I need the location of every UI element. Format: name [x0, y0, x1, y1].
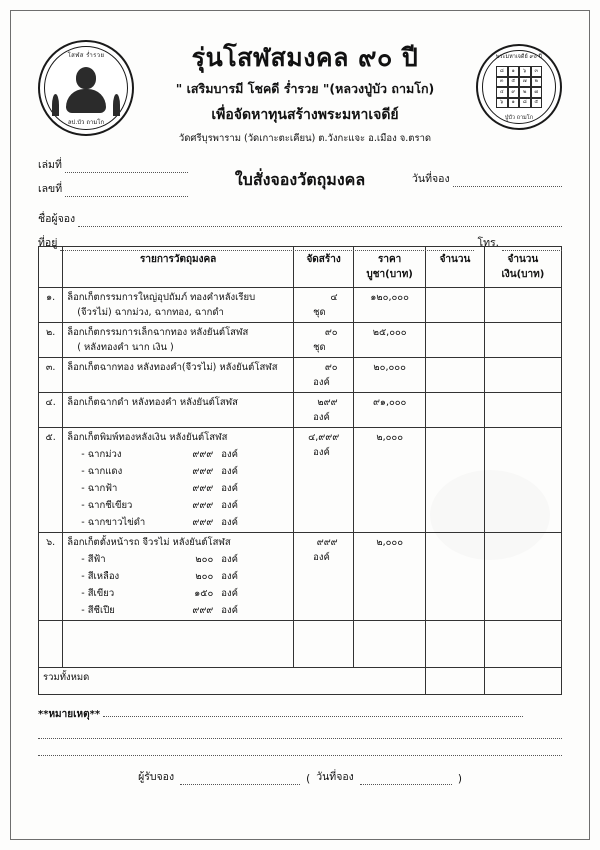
row-description-line1: ล็อกเก็ตกรรมการใหญ่อุปถัมภ์ ทองคำหลังเรียบ: [67, 291, 256, 303]
row-made-qty: ๔: [330, 291, 338, 303]
row-made-qty: ๙๙๙: [316, 536, 338, 548]
spacer-cell-no: [39, 620, 63, 667]
book-no-row: [38, 156, 188, 173]
yantra-cell: ๗: [531, 87, 543, 98]
sub-item-qty: ๙๙๙: [192, 604, 214, 616]
sub-item-qty: ๒๐๐: [195, 553, 214, 565]
row-sub-item: [67, 464, 289, 479]
book-no-input[interactable]: [65, 161, 188, 173]
col-header-amount: จำนวนเงิน(บาท): [484, 246, 561, 287]
yantra-grid: [496, 66, 542, 108]
sub-item-qty: ๙๙๙: [192, 499, 214, 511]
row-description: [63, 287, 294, 322]
row-sub-item: [67, 586, 289, 601]
sub-item-name: - สีชีเปีย: [81, 604, 115, 616]
sub-item-name: - ฉากม่วง: [81, 448, 122, 460]
row-quantity-input[interactable]: [426, 287, 485, 322]
row-made: [294, 392, 354, 427]
sub-item-name: - สีเหลือง: [81, 570, 120, 582]
row-description-line1: ล็อกเก็ตฉากดำ หลังทองคำ หลังยันต์โสฬส: [67, 396, 238, 408]
yantra-cell: ๗: [519, 77, 531, 88]
sub-item-qty: ๙๙๙: [192, 448, 214, 460]
row-made: [294, 322, 354, 357]
row-amount-input[interactable]: [484, 322, 561, 357]
spacer-cell-qty[interactable]: [426, 620, 485, 667]
address-row: [38, 234, 562, 251]
sub-item-unit: องค์: [221, 587, 238, 599]
total-label: รวมทั้งหมด: [39, 667, 426, 694]
row-sub-item: [67, 498, 289, 513]
row-no: ๕.: [39, 427, 63, 532]
notes-input-line3[interactable]: [38, 742, 562, 756]
row-description-line1: ล็อกเก็ตกรรมการเล็กฉากทอง หลังยันต์โสฬส: [67, 326, 249, 338]
row-description-line1: ล็อกเก็ตฉากทอง หลังทองคำ(จีวรไม่) หลังยันต์โสฬส: [67, 361, 278, 373]
row-price: ๑๒๐,๐๐๐: [354, 287, 426, 322]
receiver-signature-input[interactable]: [180, 772, 300, 785]
row-amount-input[interactable]: [484, 357, 561, 392]
doc-no-label: เลขที่: [38, 182, 63, 195]
row-quantity-input[interactable]: [426, 392, 485, 427]
row-no: ๒.: [39, 322, 63, 357]
sub-item-unit: องค์: [221, 499, 238, 511]
row-quantity-input[interactable]: [426, 357, 485, 392]
address-label: ที่อยู่: [38, 236, 58, 249]
yantra-seal-icon: [476, 44, 562, 130]
notes-label: **หมายเหตุ**: [38, 708, 101, 720]
row-made: [294, 287, 354, 322]
footer-date-label: วันที่จอง: [316, 770, 354, 783]
yantra-cell: ๒: [531, 77, 543, 88]
sub-item-qty: ๙๙๙: [192, 482, 214, 494]
sub-item-qty: ๙๙๙: [192, 516, 214, 528]
total-quantity-input[interactable]: [426, 667, 485, 694]
sub-item-unit: องค์: [221, 516, 238, 528]
seal-pillar-left-icon: [52, 94, 59, 116]
subtitle-slogan: " เสริมบารมี โชคดี ร่ำรวย "(หลวงปู่บัว ถามโก): [175, 80, 435, 96]
sub-item-name: - ฉากขาวไข่ดำ: [81, 516, 146, 528]
yantra-cell: ๖: [496, 98, 508, 109]
sub-item-qty: ๙๙๙: [192, 465, 214, 477]
table-row: [39, 357, 562, 392]
row-made-unit: องค์: [313, 551, 330, 563]
items-table: [38, 246, 562, 695]
row-sub-item: [67, 481, 289, 496]
yantra-cell: ๘: [496, 66, 508, 77]
col-header-price: ราคาบูชา(บาท): [354, 246, 426, 287]
yantra-top-text: พระมหาเจดีย์ ๙๐ ปี: [495, 54, 543, 60]
notes-input-line1[interactable]: [103, 705, 523, 717]
yantra-cell: ๘: [519, 98, 531, 109]
sub-item-name: - ฉากชีเขียว: [81, 499, 133, 511]
sub-item-unit: องค์: [221, 604, 238, 616]
row-made-qty: ๔,๙๙๙: [308, 431, 340, 443]
row-price: ๙๑,๐๐๐: [354, 392, 426, 427]
document-header: [38, 40, 562, 146]
sub-item-qty: ๒๐๐: [195, 570, 214, 582]
row-no: ๑.: [39, 287, 63, 322]
monk-body: [66, 89, 106, 113]
phone-label: โทร.: [477, 236, 499, 249]
sub-item-name: - สีฟ้า: [81, 553, 106, 565]
col-header-quantity: จำนวน: [426, 246, 485, 287]
row-price: ๒,๐๐๐: [354, 532, 426, 620]
row-amount-input[interactable]: [484, 427, 561, 532]
phone-input[interactable]: [502, 239, 562, 251]
document-title: ใบสั่งจองวัตถุมงคล: [234, 169, 366, 189]
row-no: ๖.: [39, 532, 63, 620]
sub-item-unit: องค์: [221, 570, 238, 582]
row-made-unit: ชุด: [313, 306, 326, 318]
yantra-cell: ๕: [508, 77, 520, 88]
table-spacer-row: [39, 620, 562, 667]
buyer-name-row: [38, 210, 562, 227]
row-made-qty: ๙๐: [324, 326, 338, 338]
signature-row: [38, 768, 562, 785]
row-price: ๒,๐๐๐: [354, 427, 426, 532]
receiver-label: ผู้รับจอง: [138, 770, 175, 783]
total-amount-input[interactable]: [484, 667, 561, 694]
seal-pillar-right-icon: [113, 94, 120, 116]
spacer-cell-price: [354, 620, 426, 667]
row-made-unit: องค์: [313, 446, 330, 458]
yantra-cell: ๑: [508, 66, 520, 77]
yantra-cell: ๒: [519, 87, 531, 98]
table-total-row: [39, 667, 562, 694]
col-header-made: จัดสร้าง: [294, 246, 354, 287]
row-description: [63, 532, 294, 620]
row-made-unit: องค์: [313, 376, 330, 388]
row-description-line2: ( หลังทองคำ นาก เงิน ): [77, 341, 174, 353]
footer-date-input[interactable]: [360, 772, 452, 785]
temple-seal-icon: [38, 40, 134, 136]
row-made-qty: ๒๙๙: [317, 396, 338, 408]
row-sub-item: [67, 447, 289, 462]
sub-item-unit: องค์: [221, 553, 238, 565]
col-header-description: รายการวัตถุมงคล: [63, 246, 294, 287]
row-sub-item: [67, 515, 289, 530]
row-made: [294, 427, 354, 532]
notes-input-line2[interactable]: [38, 725, 562, 739]
row-description-line2: (จีวรไม่) ฉากม่วง, ฉากทอง, ฉากดำ: [77, 306, 224, 318]
sub-item-name: - ฉากแดง: [81, 465, 123, 477]
book-no-label: เล่มที่: [38, 158, 62, 171]
yantra-cell: ๓: [496, 77, 508, 88]
table-row: [39, 532, 562, 620]
table-row: [39, 392, 562, 427]
seal-bottom-text: ลป.บัว ถามโก: [67, 119, 105, 126]
form-meta-block: [38, 156, 562, 249]
row-description-line1: ล็อกเก็ตพิมพ์ทองหลังเงิน หลังยันต์โสฬส: [67, 431, 228, 443]
buyer-name-input[interactable]: [78, 215, 562, 227]
address-input[interactable]: [60, 239, 474, 251]
spacer-cell-amount[interactable]: [484, 620, 561, 667]
yantra-cell: ๔: [496, 87, 508, 98]
table-row: [39, 287, 562, 322]
spacer-cell-desc: [63, 620, 294, 667]
order-date-row: [412, 170, 562, 187]
row-quantity-input[interactable]: [426, 532, 485, 620]
row-description: [63, 322, 294, 357]
sub-item-name: - สีเขียว: [81, 587, 115, 599]
col-header-no: [39, 246, 63, 287]
row-price: ๒๐,๐๐๐: [354, 357, 426, 392]
row-price: ๒๕,๐๐๐: [354, 322, 426, 357]
row-made-unit: องค์: [313, 411, 330, 423]
order-date-input[interactable]: [453, 175, 562, 187]
date-paren-open: (: [306, 772, 311, 785]
monk-head: [76, 67, 96, 89]
date-paren-close: ): [457, 772, 462, 785]
buyer-name-label: ชื่อผู้จอง: [38, 212, 76, 225]
subtitle-purpose: เพื่อจัดหาทุนสร้างพระมหาเจดีย์: [211, 106, 399, 123]
row-sub-item: [67, 552, 289, 567]
row-made: [294, 532, 354, 620]
row-made-qty: ๙๐: [324, 361, 338, 373]
yantra-cell: ๖: [519, 66, 531, 77]
row-sub-item: [67, 603, 289, 618]
row-made-unit: ชุด: [313, 341, 326, 353]
table-row: [39, 427, 562, 532]
row-quantity-input[interactable]: [426, 322, 485, 357]
yantra-cell: ๓: [531, 66, 543, 77]
table-header-row: [39, 246, 562, 287]
row-amount-input[interactable]: [484, 532, 561, 620]
yantra-cell: ๑: [508, 98, 520, 109]
monk-portrait-icon: [64, 67, 108, 113]
subtitle-temple-address: วัดศรีบุรพาราม (วัดเกาะตะเคียน) ต.วังกะแจะ อ.เมือง จ.ตราด: [178, 132, 432, 144]
row-description: [63, 357, 294, 392]
row-description: [63, 392, 294, 427]
row-sub-item: [67, 569, 289, 584]
row-description-line1: ล็อกเก็ตตั้งหน้ารถ จีวรไม่ หลังยันต์โสฬส: [67, 536, 231, 548]
title-block: [140, 40, 470, 146]
notes-block: [38, 705, 562, 756]
sub-item-unit: องค์: [221, 482, 238, 494]
row-made: [294, 357, 354, 392]
yantra-bottom-text: ปู่บัว ถามโก: [504, 115, 534, 121]
seal-top-text: โสฬส ร่ำรวย: [67, 52, 105, 59]
yantra-cell: ๙: [508, 87, 520, 98]
spacer-cell-made: [294, 620, 354, 667]
row-no: ๓.: [39, 357, 63, 392]
doc-no-row: [38, 180, 188, 197]
sub-item-name: - ฉากฟ้า: [81, 482, 118, 494]
table-row: [39, 322, 562, 357]
yantra-cell: ๕: [531, 98, 543, 109]
page-title: รุ่นโสฬสมงคล ๙๐ ปี: [191, 43, 419, 72]
row-quantity-input[interactable]: [426, 427, 485, 532]
sub-item-qty: ๑๕๐: [194, 587, 214, 599]
row-no: ๔.: [39, 392, 63, 427]
row-amount-input[interactable]: [484, 392, 561, 427]
doc-no-input[interactable]: [65, 185, 188, 197]
sub-item-unit: องค์: [221, 448, 238, 460]
sub-item-unit: องค์: [221, 465, 238, 477]
row-description: [63, 427, 294, 532]
order-date-label: วันที่จอง: [412, 172, 450, 185]
row-amount-input[interactable]: [484, 287, 561, 322]
